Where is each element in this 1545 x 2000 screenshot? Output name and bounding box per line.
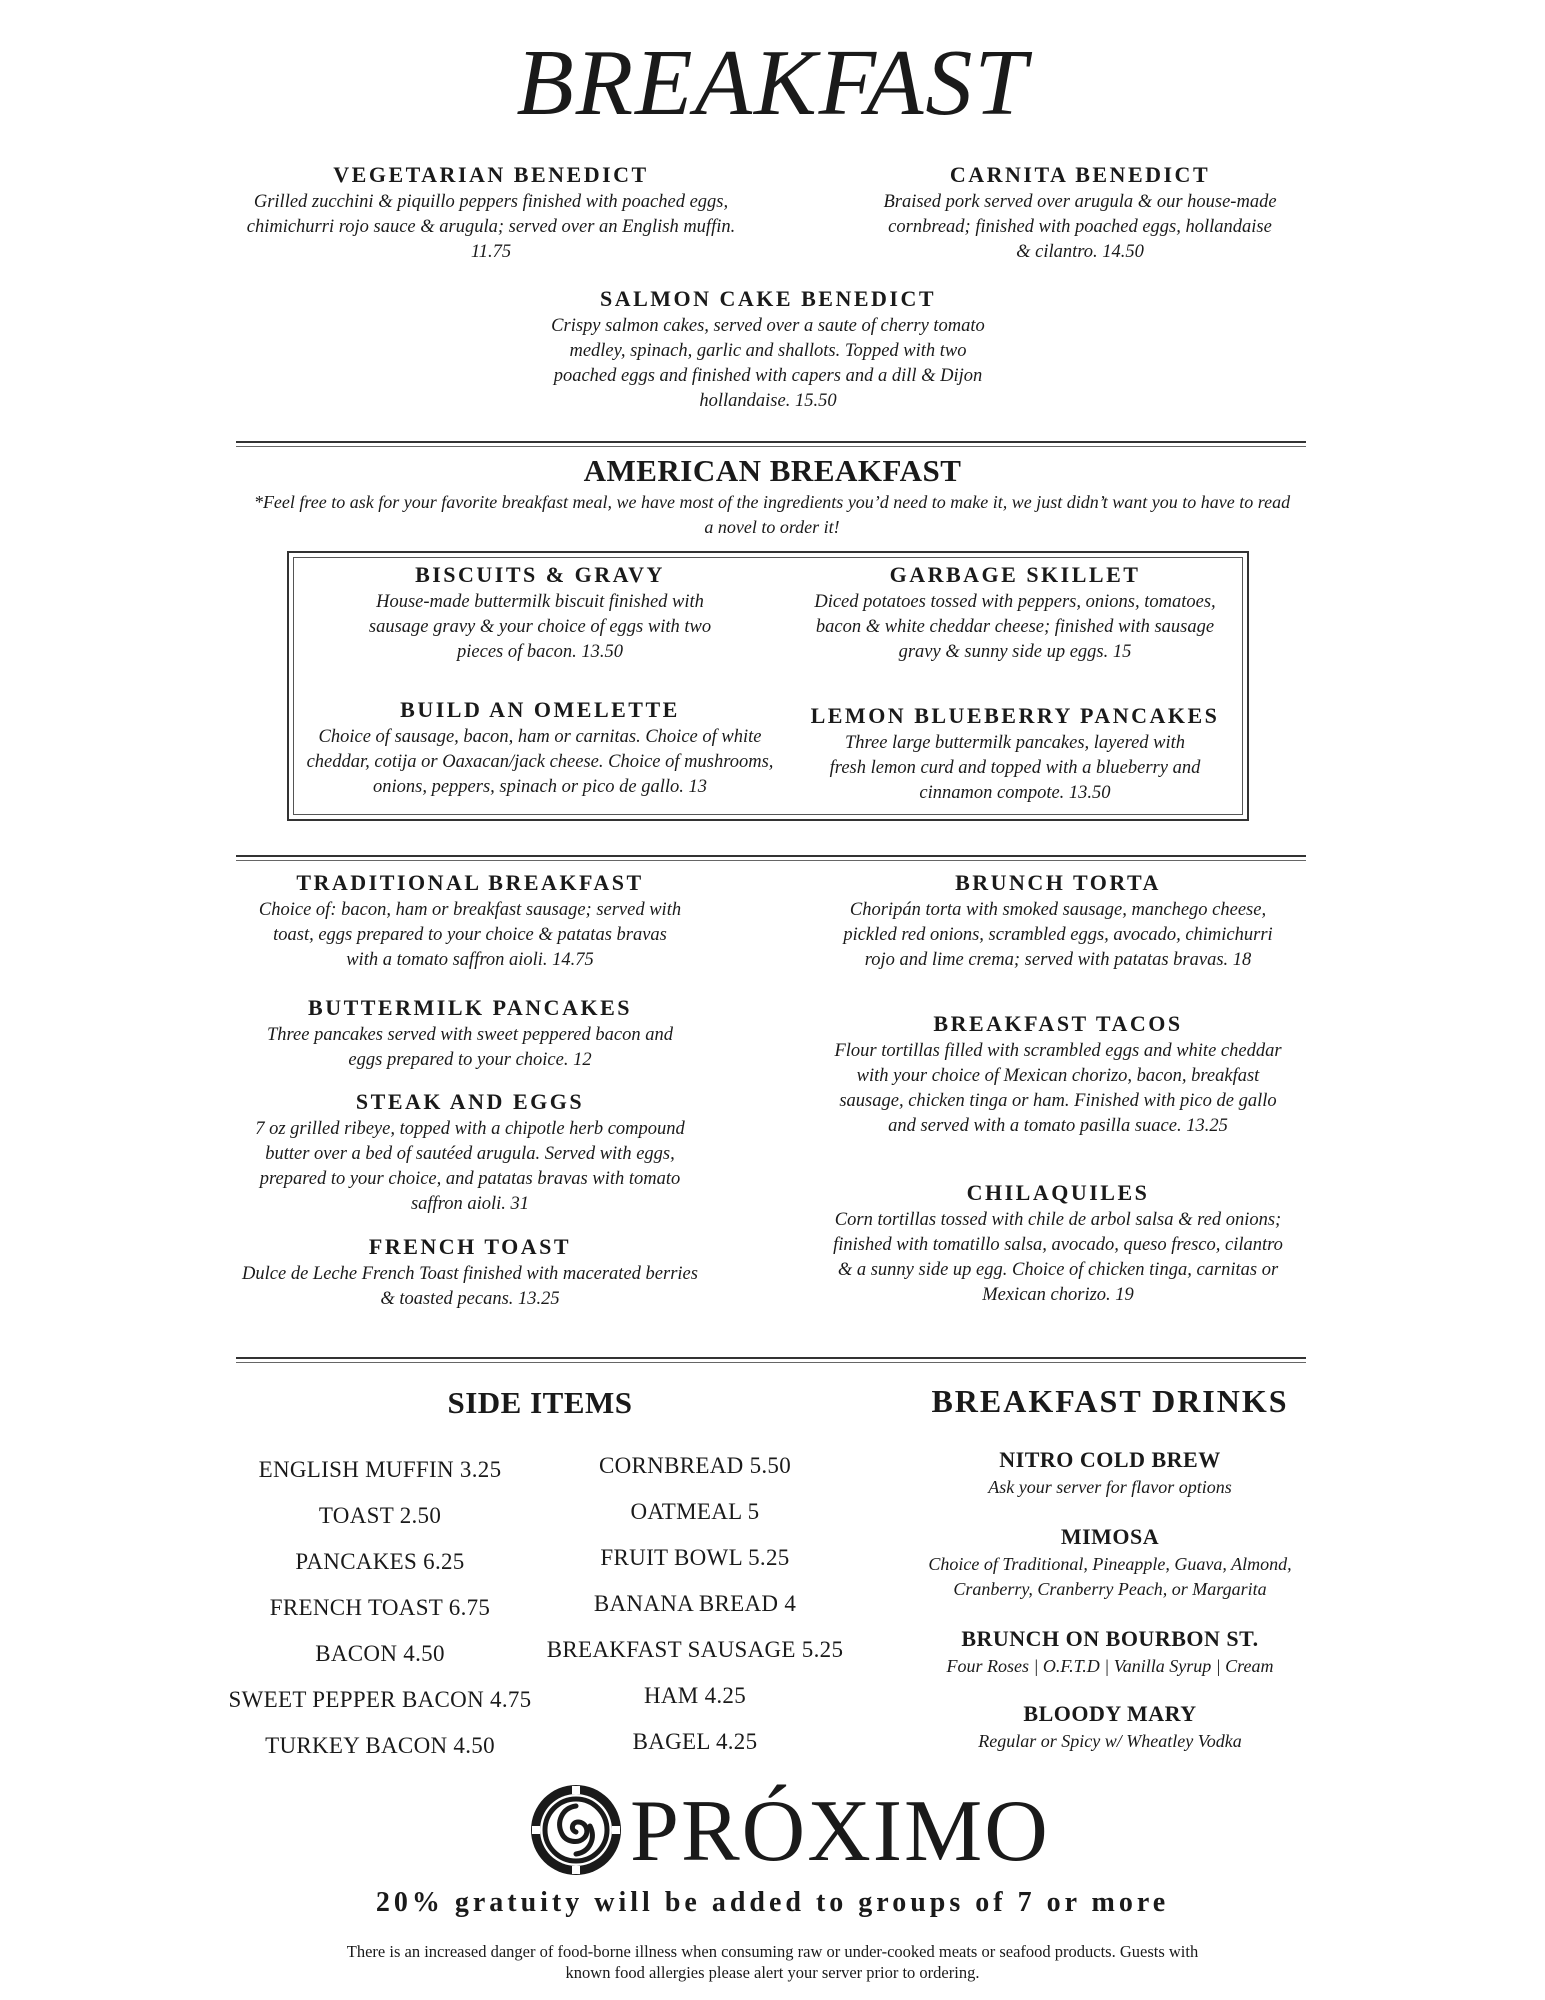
list-item: TOAST 2.50 — [318, 1503, 442, 1528]
list-item: SWEET PEPPER BACON 4.75 — [228, 1687, 532, 1712]
list-item: ENGLISH MUFFIN 3.25 — [258, 1457, 502, 1482]
item-name: BREAKFAST TACOS — [933, 1011, 1183, 1036]
menu-item — [240, 1234, 700, 1312]
item-description: Corn tortillas tossed with chile de arbol salsa & red onions; finished with tomatillo salsa, avocado, queso fresco, cilantro & a sunny side up egg. Choice of chicken tinga, carnitas or Mexican chorizo. 19 — [833, 1210, 1283, 1306]
menu-item — [240, 1089, 700, 1217]
item-name: SALMON CAKE BENEDICT — [599, 286, 937, 311]
item-description: Choice of sausage, bacon, ham or carnitas. Choice of white cheddar, cotija or Oaxacan/jack cheese. Choice of mushrooms, onions, peppers, spinach or pico de gallo. 13 — [306, 727, 774, 798]
item-name: GARBAGE SKILLET — [889, 562, 1141, 587]
menu-item — [300, 697, 780, 800]
drink-name: BRUNCH ON BOURBON ST. — [961, 1626, 1259, 1651]
item-name: FRENCH TOAST — [368, 1234, 572, 1259]
disclaimer: There is an increased danger of food-borne illness when consuming raw or under-cooked meats or seafood products. Guests with known food allergies please alert your server prior to ordering. — [346, 1942, 1199, 1982]
menu-item — [240, 870, 700, 973]
section-title-sides: SIDE ITEMS — [447, 1385, 633, 1420]
item-name: BISCUITS & GRAVY — [415, 562, 665, 587]
sides-list-right — [535, 1443, 855, 1765]
item-description: Choice of: bacon, ham or breakfast sausage; served with toast, eggs prepared to your choice & patatas bravas with a tomato saffron aioli. 14.75 — [258, 900, 682, 971]
item-name: STEAK AND EGGS — [355, 1089, 585, 1114]
item-description: House-made buttermilk biscuit finished with sausage gravy & your choice of eggs with two pieces of bacon. 13.50 — [368, 592, 712, 663]
item-description: Crispy salmon cakes, served over a saute of cherry tomato medley, spinach, garlic and shallots. Topped with two poached eggs and finished with capers and a dill & Dijon hollandaise. 15.50 — [551, 316, 985, 412]
item-name: CHILAQUILES — [966, 1180, 1150, 1205]
item-description: Braised pork served over arugula & our house-made cornbread; finished with poached eggs, hollandaise & cilantro. 14.50 — [883, 192, 1277, 263]
item-name: BRUNCH TORTA — [955, 870, 1161, 895]
drink-item — [880, 1700, 1340, 1754]
section-title-drinks: BREAKFAST DRINKS — [931, 1383, 1289, 1419]
divider — [236, 441, 1306, 443]
list-item: TURKEY BACON 4.50 — [265, 1733, 495, 1758]
divider — [236, 1357, 1306, 1359]
item-description: Three large buttermilk pancakes, layered with fresh lemon curd and topped with a blueberry and cinnamon compote. 13.50 — [829, 733, 1201, 804]
drink-name: MIMOSA — [1060, 1524, 1160, 1549]
list-item: HAM 4.25 — [643, 1683, 747, 1708]
menu-item — [240, 995, 700, 1073]
drink-description: Ask your server for flavor options — [988, 1476, 1232, 1497]
list-item: BAGEL 4.25 — [632, 1729, 758, 1754]
drink-description: Regular or Spicy w/ Wheatley Vodka — [978, 1730, 1242, 1751]
list-item: BACON 4.50 — [315, 1641, 445, 1666]
list-item: FRENCH TOAST 6.75 — [269, 1595, 491, 1620]
item-description: Grilled zucchini & piquillo peppers finished with poached eggs, chimichurri rojo sauce & arugula; served over an English muffin. 11.75 — [246, 192, 736, 263]
item-description: Choripán torta with smoked sausage, manchego cheese, pickled red onions, scrambled eggs, avocado, chimichurri rojo and lime crema; served with patatas bravas. 18 — [843, 900, 1273, 971]
brand-logo-icon — [528, 1782, 624, 1878]
list-item: OATMEAL 5 — [630, 1499, 760, 1524]
item-description: 7 oz grilled ribeye, topped with a chipotle herb compound butter over a bed of sautéed arugula. Served with eggs, prepared to your choice, and patatas bravas with tomato saffron aioli. 31 — [255, 1119, 685, 1215]
menu-item — [808, 1011, 1308, 1139]
menu-item — [300, 562, 780, 665]
sides-list-left — [215, 1447, 545, 1769]
drink-item — [880, 1625, 1340, 1679]
section-title-american: AMERICAN BREAKFAST — [583, 453, 962, 488]
drink-description: Four Roses | O.F.T.D | Vanilla Syrup | Cream — [946, 1655, 1274, 1676]
list-item: BANANA BREAD 4 — [593, 1591, 797, 1616]
drink-name: BLOODY MARY — [1023, 1701, 1197, 1726]
menu-item — [880, 162, 1280, 265]
item-description: Three pancakes served with sweet peppered bacon and eggs prepared to your choice. 12 — [266, 1025, 674, 1071]
item-name: BUILD AN OMELETTE — [400, 697, 680, 722]
item-name: BUTTERMILK PANCAKES — [308, 995, 632, 1020]
menu-item — [226, 162, 756, 265]
drink-description: Choice of Traditional, Pineapple, Guava, Almond, Cranberry, Cranberry Peach, or Margarita — [928, 1553, 1292, 1599]
list-item: CORNBREAD 5.50 — [598, 1453, 792, 1478]
page-title: BREAKFAST — [516, 31, 1029, 135]
section-note: *Feel free to ask for your favorite breakfast meal, we have most of the ingredients you’d need to make it, we just didn’t want you to have to read a novel to order it! — [253, 492, 1291, 537]
menu-item — [548, 286, 988, 414]
list-item: PANCAKES 6.25 — [295, 1549, 465, 1574]
item-description: Diced potatoes tossed with peppers, onions, tomatoes, bacon & white cheddar cheese; finished with sausage gravy & sunny side up eggs. 15 — [814, 592, 1216, 663]
gratuity-note: 20% gratuity will be added to groups of 7 or more — [375, 1887, 1170, 1918]
divider — [236, 855, 1306, 857]
item-name: VEGETARIAN BENEDICT — [333, 162, 649, 187]
brand-name: PRÓXIMO — [630, 1783, 1050, 1880]
item-name: TRADITIONAL BREAKFAST — [296, 870, 644, 895]
menu-item — [808, 870, 1308, 973]
menu-item — [808, 1180, 1308, 1308]
item-name: LEMON BLUEBERRY PANCAKES — [810, 703, 1220, 728]
list-item: BREAKFAST SAUSAGE 5.25 — [546, 1637, 844, 1662]
item-name: CARNITA BENEDICT — [949, 162, 1211, 187]
menu-item — [800, 703, 1230, 806]
item-description: Flour tortillas filled with scrambled eggs and white cheddar with your choice of Mexican chorizo, bacon, breakfast sausage, chicken tinga or ham. Finished with pico de gallo and served with a tomato pasilla suace. 13.25 — [834, 1041, 1282, 1137]
item-description: Dulce de Leche French Toast finished with macerated berries & toasted pecans. 13.25 — [242, 1264, 698, 1310]
drink-name: NITRO COLD BREW — [999, 1447, 1221, 1472]
drink-item — [880, 1523, 1340, 1602]
list-item: FRUIT BOWL 5.25 — [600, 1545, 790, 1570]
drink-item — [880, 1446, 1340, 1500]
menu-item — [800, 562, 1230, 665]
